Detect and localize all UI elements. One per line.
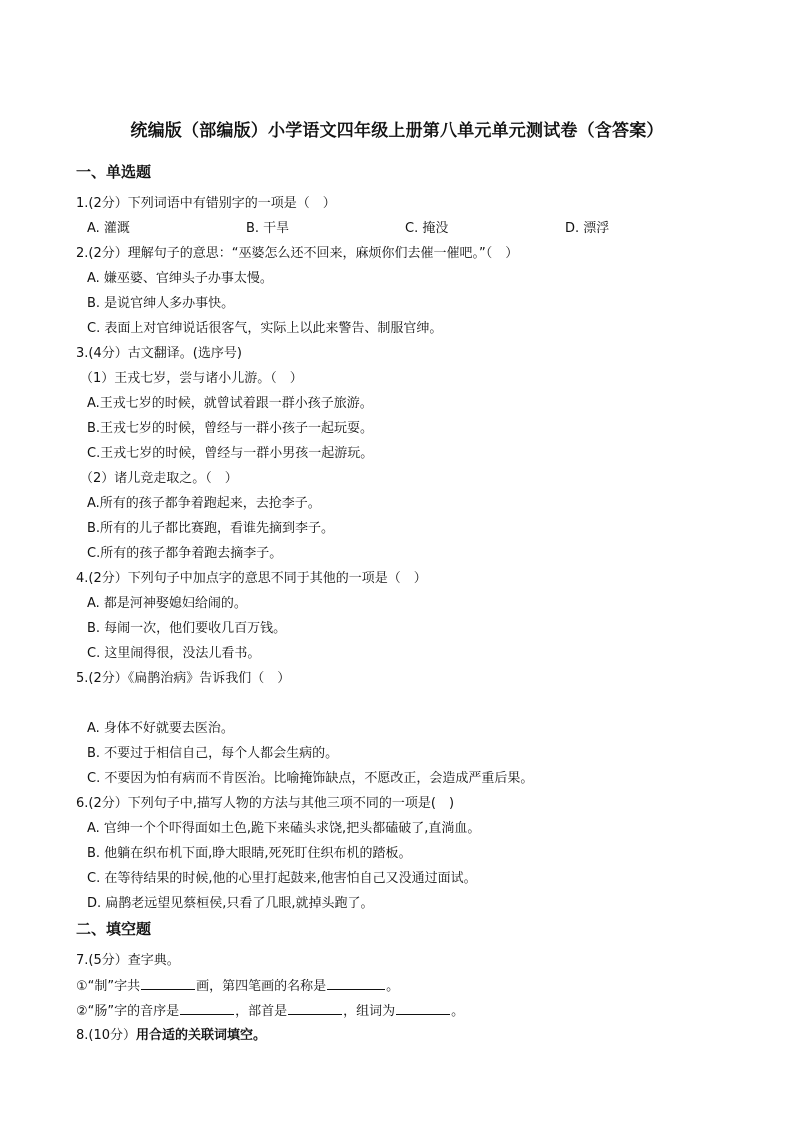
answer-blank[interactable] [327,977,385,990]
question-2-stem: 2.(2分）理解句子的意思：“巫婆怎么还不回来，麻烦你们去催一催吧。”（ ） [76,246,519,261]
question-7-item-1-text-b: 画，第四笔画的名称是 [196,979,327,994]
answer-blank[interactable] [180,1002,234,1015]
section-heading-single-choice: 一、单选题 [76,163,152,181]
question-5-option-c: C. 不要因为怕有病而不肯医治。比喻掩饰缺点，不愿改正，会造成严重后果。 [87,771,534,786]
page-title: 统编版（部编版）小学语文四年级上册第八单元单元测试卷（含答案） [130,121,664,141]
question-7-item-1-text-a: ①“制”字共 [76,979,141,994]
question-8-stem [76,1027,266,1045]
question-7-item-2-text-b: ，部首是 [235,1004,288,1019]
question-7-stem: 7.(5分）查字典。 [76,953,180,968]
answer-blank[interactable] [288,1002,342,1015]
question-6-stem: 6.(2分）下列句子中,描写人物的方法与其他三项不同的一项是( ) [76,796,455,811]
question-3-sub-1-option-a: A.王戎七岁的时候，就曾试着跟一群小孩子旅游。 [87,396,373,411]
question-7-item-2-text-c: ，组词为 [343,1004,396,1019]
question-5-option-b: B. 不要过于相信自己，每个人都会生病的。 [87,746,339,761]
question-8-stem-bold: 用合适的关联词填空。 [136,1028,267,1043]
question-3-stem: 3.(4分）古文翻译。(选序号) [76,346,242,361]
question-8-stem-prefix: 8.(10分） [76,1028,137,1043]
question-1-stem: 1.(2分）下列词语中有错别字的一项是（ ） [76,196,336,211]
question-6-option-a: A. 官绅一个个吓得面如土色,跪下来磕头求饶,把头都磕破了,直淌血。 [87,821,481,836]
question-5-stem: 5.(2分）《扁鹊治病》告诉我们（ ） [76,671,291,686]
question-4-option-c: C. 这里闹得很，没法儿看书。 [87,646,261,661]
question-7-item-2 [76,1002,464,1021]
question-6-option-b: B. 他躺在织布机下面,睁大眼睛,死死盯住织布机的踏板。 [87,846,412,861]
question-3-sub-2-option-a: A.所有的孩子都争着跑起来，去抢李子。 [87,496,321,511]
question-3-sub-1-option-b: B.王戎七岁的时候，曾经与一群小孩子一起玩耍。 [87,421,374,436]
question-4-option-a: A. 都是河神娶媳妇给闹的。 [87,596,247,611]
question-6-option-c: C. 在等待结果的时候,他的心里打起鼓来,他害怕自己又没通过面试。 [87,871,477,886]
question-6-option-d: D. 扁鹊老远望见蔡桓侯,只看了几眼,就掉头跑了。 [87,896,374,911]
question-3-sub-2-option-b: B.所有的儿子都比赛跑，看谁先摘到李子。 [87,521,335,536]
question-7-item-1 [76,977,399,996]
question-2-option-b: B. 是说官绅人多办事快。 [87,296,235,311]
question-7-item-2-text-d: 。 [451,1004,465,1019]
question-4-option-b: B. 每闹一次，他们要收几百万钱。 [87,621,287,636]
question-5-option-a: A. 身体不好就要去医治。 [87,721,234,736]
answer-blank[interactable] [141,977,195,990]
answer-blank[interactable] [396,1002,450,1015]
question-1-option-b: B. 干旱 [246,221,290,236]
question-3-sub-1-option-c: C.王戎七岁的时候，曾经与一群小男孩一起游玩。 [87,446,374,461]
question-1-option-c: C. 掩没 [405,221,449,236]
question-3-sub-1: （1）王戎七岁，尝与诸小儿游。（ ） [80,371,303,386]
question-3-sub-2-option-c: C.所有的孩子都争着跑去摘李子。 [87,546,283,561]
question-1-option-a: A. 灌溉 [87,221,130,236]
question-1-option-d: D. 漂浮 [565,221,610,236]
question-2-option-c: C. 表面上对官绅说话很客气，实际上以此来警告、制服官绅。 [87,321,443,336]
question-2-option-a: A. 嫌巫婆、官绅头子办事太慢。 [87,271,273,286]
question-7-item-2-text-a: ②“肠”字的音序是 [76,1004,180,1019]
section-heading-fill-in: 二、填空题 [76,920,152,938]
question-7-item-1-text-c: 。 [386,979,400,994]
question-3-sub-2: （2）诸儿竞走取之。（ ） [80,471,238,486]
question-4-stem: 4.(2分）下列句子中加点字的意思不同于其他的一项是（ ） [76,571,427,586]
